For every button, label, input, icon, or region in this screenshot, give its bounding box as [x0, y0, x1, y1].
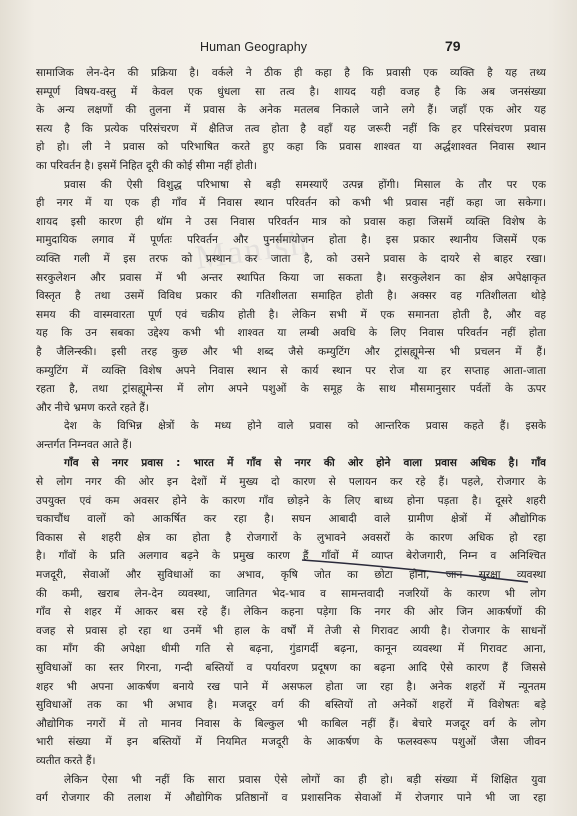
- text-line: सुविधाओं का स्तर गिरना, गन्दी बस्तियों व पर्यावरण प्रदूषण का बढ़ना आदि ऐसे कारण हैं जिससे: [36, 662, 546, 674]
- page-header: [0, 40, 577, 60]
- text-line: शायद इसी कारण ही थॉम ने उस निवास परिवर्तन मात्र को प्रवास कहा जिसमें व्यक्ति विशेष के: [36, 215, 546, 228]
- text-line: व्यक्ति गली में इस तरफ को प्रस्थान कर जाता है, को उसने प्रवास के दायरे से बाहर रखा।: [36, 252, 546, 265]
- text-line: के अन्य लक्षणों की तुलना में प्रवास के अनेक मतलब निकाले जाने लगे हैं। जहाँ एक ओर यह: [36, 104, 546, 117]
- text-line: लेकिन ऐसा भी नहीं कि सारा प्रवास ऐसे लोगों का ही हो। बड़ी संख्या में शिक्षित युवा: [64, 773, 546, 786]
- text-line: भारी संख्या में इन बस्तियों में नियमित मजदूरी के आकर्षण के फलस्वरूप पशुओं जैसा जीवन: [36, 736, 546, 749]
- text-line: सुविधाओं तक का भी अभाव है। मजदूर वर्ग की बस्तियों तो अनेकों शहरों में विशेषतः बड़े: [36, 699, 546, 712]
- text-line: सत्य है कि प्रत्येक परिसंचरण में क्षैतिज तत्व होता है वहाँ यह जरूरी नहीं कि हर परिसंचरण प्रवास: [36, 122, 546, 135]
- text-line: सामाजिक लेन-देन की प्रक्रिया है। वर्कले ने ठीक ही कहा है कि प्रवासी एक व्यक्ति है यह तथ्य: [36, 67, 546, 79]
- watermark: Manish: [192, 224, 311, 277]
- text-line: की कमी, खराब लेन-देन व्यवस्था, जातिगत भेद-भाव व सामन्तवादी नजरियों के कारण भी लोग: [36, 587, 546, 600]
- text-line: रहता है, तथा ट्रांसह्यूमेन्स में लोग अपने पशुओं के समूह के साथ मौसमानुसार पर्वतों के ऊपर: [36, 383, 546, 396]
- text-line: मामुदायिक लगाव में पूर्णतः परिवर्तन और पुनर्समायोजन होता है। इस प्रकार स्थानीय जिसमें एक: [36, 234, 546, 247]
- text-line: का माँग की अपेक्षा धीमी गति से बढ़ना, गुंडागर्दी बढ़ना, कानून व्यवस्था में गिरावट आना,: [36, 643, 546, 656]
- text-line: औद्योगिक नगरों में तो मानव निवास के बिल्कुल भी काबिल नहीं हैं। बेचारे मजदूर वर्ग के लोग: [36, 717, 546, 730]
- text-line: समय की वास्मवारता पूर्ण एवं चक्रीय होती है। लेकिन सभी में एक समानता होती है, और वह: [36, 308, 546, 321]
- section-heading-line: गाँव से नगर प्रवास : भारत में गाँव से नगर की ओर होने वाला प्रवास अधिक है। गाँव: [64, 457, 546, 470]
- text-line: उपयुक्त एवं कम अवसर होने के कारण गाँव छोड़ने के लिए बाध्य होना पड़ता है। दूसरे शहरी: [36, 494, 546, 507]
- text-line: हो हो। ली ने प्रवास को परिभाषित करते हुए कहा कि प्रवास शाश्वत या अर्द्धशाश्वत निवास स्थान: [36, 141, 546, 154]
- text-line: विकास से शहरी क्षेत्र का होता है रोजगारों के लुभावने अवसरों के कारण अधिक हो रहा: [36, 531, 546, 544]
- text-line: गाँव से शहर में आकर बस रहे हैं। लेकिन कहना पड़ेगा कि नगर की ओर जिन आकर्षणों की: [36, 606, 546, 619]
- text-line: विस्तृत है तथा उसमें विविध प्रकार की गतिशीलता समाहित होती है। अक्सर वह गतिशीलता थोड़े: [36, 290, 546, 303]
- text-line: यह कि उन सबका उद्देश्य कभी भी शाश्वत या लम्बी अवधि के लिए निवास परिवर्तन नहीं होता: [36, 327, 546, 340]
- text-line: देश के विभिन्न क्षेत्रों के मध्य होने वाले प्रवास को आन्तरिक प्रवास कहते हैं। इसके: [64, 420, 546, 433]
- text-line: कम्युटिंग में व्यक्ति विशेष अपने निवास स्थान से कार्य स्थान पर रोज या हर सप्ताह आता-जाता: [36, 364, 546, 377]
- running-title: Human Geography: [200, 40, 308, 54]
- text-line: ही नगर में या एक ही गाँव में निवास स्थान परिवर्तन को कभी भी प्रवास नहीं कहा जा सकेगा।: [36, 197, 546, 210]
- page-number: 79: [445, 38, 461, 54]
- text-line: से लोग नगर की ओर इन देशों में मुख्य दो कारण से पलायन कर रहे हैं। पहले, रोजगार के: [36, 476, 546, 489]
- text-line: प्रवास की ऐसी विशुद्ध परिभाषा से बड़ी समस्याएँ उत्पन्न होंगी। मिसाल के तौर पर एक: [64, 178, 546, 191]
- text-line: व्यतीत करते हैं।: [36, 754, 96, 767]
- text-line: शहर भी अपना आकर्षण बनाये रख पाने में असफल होता जा रहा है। अनेक शहरों में न्यूनतम: [36, 680, 546, 693]
- body-text: [36, 64, 546, 804]
- text-line: है। गाँवों के प्रति अलगाव बढ़ने के प्रमुख कारण हैं गाँवों में व्याप्त बेरोजगारी, निम्न व अनिश्चित: [36, 550, 546, 563]
- text-line: सम्पूर्ण विषय-वस्तु में केवल एक धुंधला सा तत्व है। शायद यही वजह है कि अब जनसंख्या: [36, 85, 546, 98]
- text-line: और नीचे भ्रमण करते रहते हैं।: [36, 401, 149, 414]
- text-line: वजह से प्रवास हो रहा था उनमें भी हाल के वर्षों में तेजी से गिरावट आयी है। रोजगार के साधनों: [36, 624, 546, 637]
- pen-underline-mark: [300, 556, 530, 586]
- text-line: का परिवर्तन है। इसमें निहित दूरी की कोई सीमा नहीं होती।: [36, 159, 257, 172]
- text-line: है जैलिन्स्की। इसी तरह कुछ और भी शब्द जैसे कम्युटिंग और ट्रांसह्यूमेन्स भी प्रचलन में हैं।: [36, 345, 546, 358]
- text-line: अन्तर्गत निम्नवत आते हैं।: [36, 438, 133, 451]
- text-line: मजदूरी, सेवाओं और सुविधाओं का अभाव, कृषि जोत का छोटा होना, जान सुरक्षा व्यवस्था: [36, 569, 546, 582]
- text-line: सरकुलेशन और प्रवास में भी अन्तर स्थापित किया जा सकता है। सरकुलेशन का क्षेत्र अपेक्षाकृत: [36, 271, 546, 284]
- text-line: वर्ग रोजगार की तलाश में औद्योगिक प्रतिष्ठानों व प्रशासनिक सेवाओं में रोजगार पाने भी जा रहा: [36, 792, 546, 804]
- text-line: चकाचौंध वालों को आकर्षित कर रहा है। सघन आबादी वाले ग्रामीण क्षेत्रों में औद्योगिक: [36, 513, 546, 526]
